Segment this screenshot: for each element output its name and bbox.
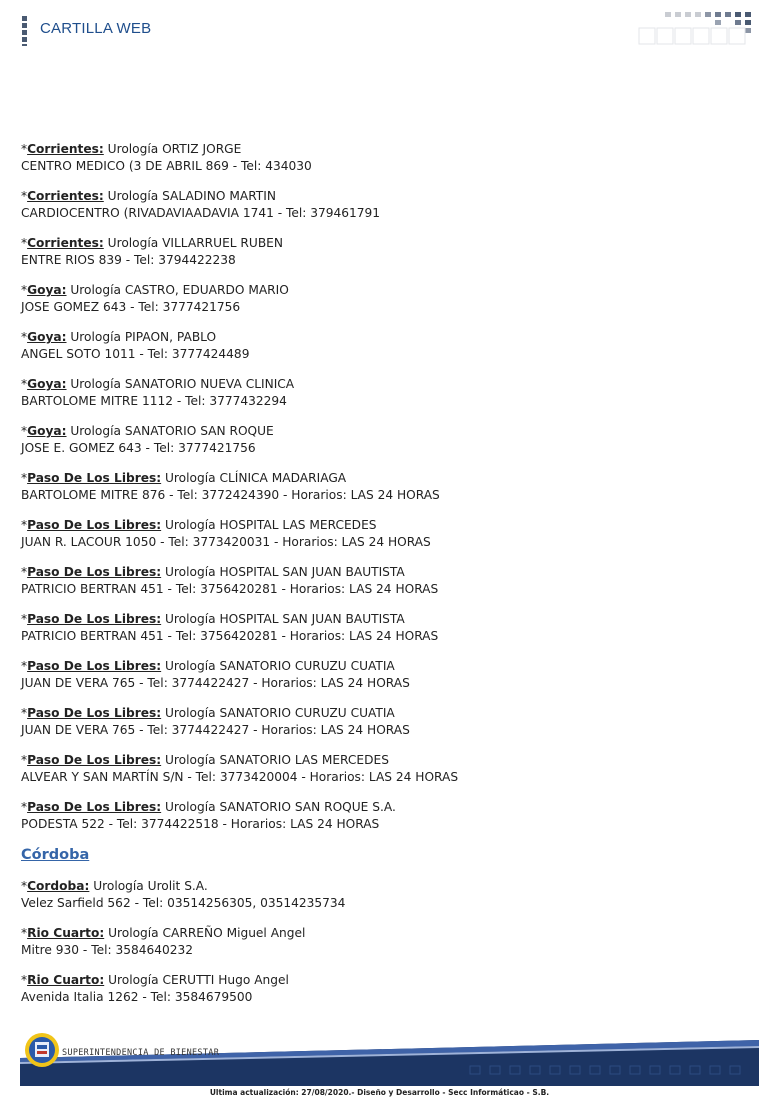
entry-address: ALVEAR Y SAN MARTÍN S/N - Tel: 3773420004 - Horarios: LAS 24 HORAS: [21, 770, 459, 784]
entry-city: Rio Cuarto:: [27, 973, 105, 987]
entry-address: PATRICIO BERTRAN 451 - Tel: 3756420281 - Horarios: LAS 24 HORAS: [21, 629, 439, 643]
provider-entry: [21, 658, 741, 692]
entry-address: JUAN DE VERA 765 - Tel: 3774422427 - Horarios: LAS 24 HORAS: [21, 676, 410, 690]
entry-provider: Urología CERUTTI Hugo Angel: [108, 973, 289, 987]
page-footer: [0, 1028, 759, 1101]
entry-city: Rio Cuarto:: [27, 926, 105, 940]
entry-address: PODESTA 522 - Tel: 3774422518 - Horarios: LAS 24 HORAS: [21, 817, 380, 831]
entry-address: Avenida Italia 1262 - Tel: 3584679500: [21, 990, 253, 1004]
provider-entry: [21, 925, 741, 959]
entry-city: Paso De Los Libres:: [27, 753, 162, 767]
entry-bullet: *: [21, 189, 28, 203]
entry-bullet: *: [21, 926, 28, 940]
entry-address: JOSE GOMEZ 643 - Tel: 3777421756: [21, 300, 241, 314]
entry-bullet: *: [21, 800, 28, 814]
entry-provider: Urología HOSPITAL SAN JUAN BAUTISTA: [165, 565, 405, 579]
entry-address: ANGEL SOTO 1011 - Tel: 3777424489: [21, 347, 250, 361]
entry-provider: Urología CLÍNICA MADARIAGA: [165, 471, 347, 485]
entry-city: Corrientes:: [27, 142, 104, 156]
provider-entry: [21, 235, 741, 269]
provider-entry: [21, 329, 741, 363]
entry-bullet: *: [21, 424, 28, 438]
entry-city: Goya:: [27, 424, 67, 438]
entry-provider: Urología SANATORIO SAN ROQUE: [70, 424, 274, 438]
entry-provider: Urología PIPAON, PABLO: [70, 330, 217, 344]
entry-bullet: *: [21, 973, 28, 987]
entry-provider: Urología SALADINO MARTIN: [107, 189, 276, 203]
page-header: [0, 0, 759, 60]
directory-content: [21, 141, 741, 1019]
entry-address: BARTOLOME MITRE 876 - Tel: 3772424390 - Horarios: LAS 24 HORAS: [21, 488, 440, 502]
entry-provider: Urología SANATORIO CURUZU CUATIA: [165, 706, 395, 720]
provider-entry: [21, 423, 741, 457]
provider-list-corrientes: [21, 141, 741, 833]
entry-provider: Urología VILLARRUEL RUBEN: [107, 236, 284, 250]
entry-city: Goya:: [27, 283, 67, 297]
entry-address: JUAN DE VERA 765 - Tel: 3774422427 - Horarios: LAS 24 HORAS: [21, 723, 410, 737]
entry-provider: Urología SANATORIO SAN ROQUE S.A.: [165, 800, 396, 814]
entry-address: Velez Sarfield 562 - Tel: 03514256305, 03514235734: [21, 896, 346, 910]
provider-entry: [21, 470, 741, 504]
entry-city: Paso De Los Libres:: [27, 518, 162, 532]
entry-city: Paso De Los Libres:: [27, 659, 162, 673]
entry-city: Paso De Los Libres:: [27, 565, 162, 579]
entry-address: JUAN R. LACOUR 1050 - Tel: 3773420031 - Horarios: LAS 24 HORAS: [21, 535, 431, 549]
header-bar-icon: [22, 16, 27, 46]
entry-address: PATRICIO BERTRAN 451 - Tel: 3756420281 - Horarios: LAS 24 HORAS: [21, 582, 439, 596]
entry-city: Cordoba:: [27, 879, 90, 893]
header-title: CARTILLA WEB: [40, 20, 152, 37]
entry-city: Paso De Los Libres:: [27, 800, 162, 814]
entry-bullet: *: [21, 565, 28, 579]
provider-entry: [21, 878, 741, 912]
provider-entry: [21, 705, 741, 739]
entry-address: BARTOLOME MITRE 1112 - Tel: 3777432294: [21, 394, 287, 408]
provider-entry: [21, 517, 741, 551]
provider-entry: [21, 564, 741, 598]
entry-bullet: *: [21, 377, 28, 391]
entry-provider: Urología HOSPITAL LAS MERCEDES: [165, 518, 377, 532]
provider-entry: [21, 376, 741, 410]
entry-bullet: *: [21, 706, 28, 720]
entry-bullet: *: [21, 659, 28, 673]
entry-address: ENTRE RIOS 839 - Tel: 3794422238: [21, 253, 236, 267]
entry-city: Paso De Los Libres:: [27, 612, 162, 626]
entry-provider: Urología CASTRO, EDUARDO MARIO: [70, 283, 289, 297]
footer-band-icon: [0, 1028, 759, 1088]
entry-address: Mitre 930 - Tel: 3584640232: [21, 943, 193, 957]
entry-provider: Urología Urolit S.A.: [93, 879, 208, 893]
entry-city: Paso De Los Libres:: [27, 706, 162, 720]
provider-entry: [21, 188, 741, 222]
entry-bullet: *: [21, 753, 28, 767]
entry-bullet: *: [21, 142, 28, 156]
entry-city: Corrientes:: [27, 189, 104, 203]
entry-provider: Urología SANATORIO CURUZU CUATIA: [165, 659, 395, 673]
entry-bullet: *: [21, 518, 28, 532]
entry-provider: Urología CARREÑO Miguel Angel: [108, 926, 306, 940]
entry-city: Goya:: [27, 377, 67, 391]
entry-bullet: *: [21, 879, 28, 893]
entry-bullet: *: [21, 330, 28, 344]
footer-org-name: SUPERINTENDENCIA DE BIENESTAR: [62, 1048, 220, 1058]
entry-city: Corrientes:: [27, 236, 104, 250]
entry-provider: Urología ORTIZ JORGE: [107, 142, 242, 156]
provider-entry: [21, 611, 741, 645]
entry-address: CENTRO MEDICO (3 DE ABRIL 869 - Tel: 434030: [21, 159, 312, 173]
header-grid-decoration-icon: [637, 10, 757, 48]
entry-city: Goya:: [27, 330, 67, 344]
provider-entry: [21, 282, 741, 316]
footer-update-note: Ultima actualización: 27/08/2020.- Diseño y Desarrollo - Secc Informáticao - S.B.: [209, 1088, 550, 1097]
provider-entry: [21, 141, 741, 175]
provider-entry: [21, 752, 741, 786]
entry-city: Paso De Los Libres:: [27, 471, 162, 485]
entry-bullet: *: [21, 471, 28, 485]
entry-provider: Urología SANATORIO NUEVA CLINICA: [70, 377, 295, 391]
entry-provider: Urología HOSPITAL SAN JUAN BAUTISTA: [165, 612, 405, 626]
entry-bullet: *: [21, 236, 28, 250]
provider-entry: [21, 799, 741, 833]
section-title-cordoba[interactable]: Córdoba: [21, 847, 90, 863]
entry-provider: Urología SANATORIO LAS MERCEDES: [165, 753, 389, 767]
provider-list-cordoba: [21, 878, 741, 1006]
entry-address: JOSE E. GOMEZ 643 - Tel: 3777421756: [21, 441, 256, 455]
provider-entry: [21, 972, 741, 1006]
entry-address: CARDIOCENTRO (RIVADAVIAADAVIA 1741 - Tel: 379461791: [21, 206, 381, 220]
institution-seal-icon: [24, 1032, 60, 1068]
entry-bullet: *: [21, 612, 28, 626]
entry-bullet: *: [21, 283, 28, 297]
